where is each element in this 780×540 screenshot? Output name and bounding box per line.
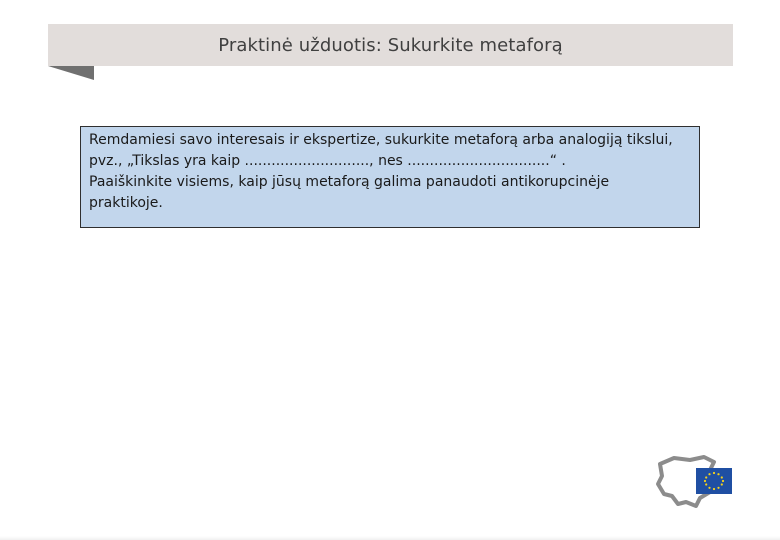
slide-bottom-edge [0, 536, 780, 540]
slide-title: Praktinė užduotis: Sukurkite metaforą [218, 34, 563, 56]
task-line-3: Paaiškinkite visiems, kaip jūsų metaforą galima panaudoti antikorupcinėje [89, 174, 610, 190]
eu-flag-icon [696, 468, 732, 494]
task-instructions-box [80, 126, 700, 228]
task-line-4: praktikoje. [89, 195, 163, 211]
task-line-2: pvz., „Tikslas yra kaip ............................, nes ................................“ . [89, 153, 566, 169]
lithuania-map-outline-icon [652, 454, 736, 510]
logo [652, 454, 736, 510]
title-bar [48, 24, 733, 66]
task-line-1: Remdamiesi savo interesais ir ekspertize, sukurkite metaforą arba analogiją tikslui, [89, 132, 673, 148]
title-tab-decoration [48, 66, 96, 82]
